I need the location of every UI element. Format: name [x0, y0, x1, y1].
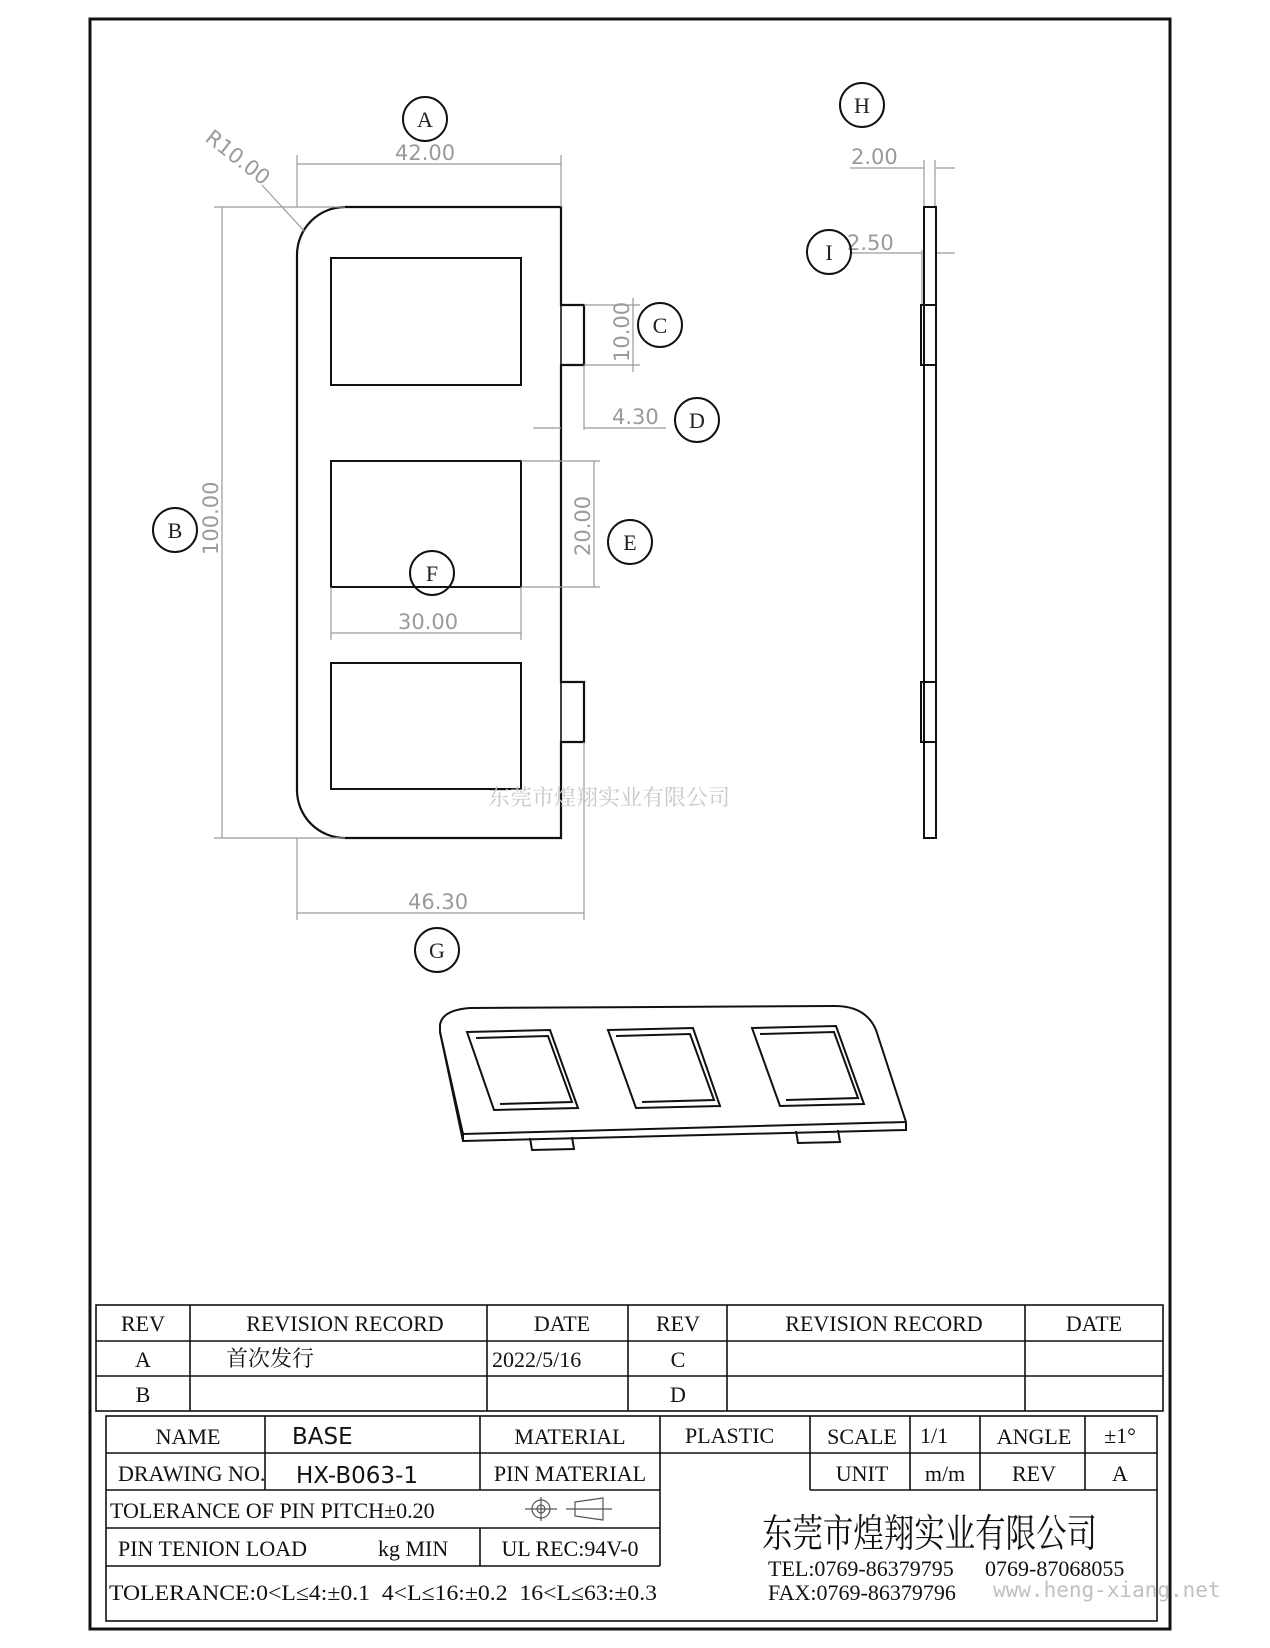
material-label: MATERIAL	[514, 1424, 626, 1449]
tolerance-pin-pitch: TOLERANCE OF PIN PITCH±0.20	[110, 1498, 435, 1523]
rev-header-2: REV	[656, 1311, 700, 1336]
rev-label: REV	[1012, 1461, 1056, 1486]
sheet-border	[90, 19, 1170, 1629]
unit-value: m/m	[924, 1461, 966, 1486]
plate-outline	[297, 207, 584, 838]
revision-record-header-1: REVISION RECORD	[246, 1311, 444, 1336]
dim-g: 46.30	[408, 890, 469, 914]
pin-tension-unit: kg MIN	[378, 1536, 449, 1561]
balloon-i: I	[825, 240, 833, 265]
date-header-1: DATE	[533, 1311, 591, 1336]
rev-c: C	[670, 1347, 686, 1372]
balloon-c: C	[652, 313, 668, 338]
ul-rating: UL REC:94V-0	[501, 1536, 639, 1561]
balloon-b: B	[167, 518, 183, 543]
projection-symbol-icon	[525, 1497, 612, 1521]
drawing-no-value: HX-B063-1	[296, 1463, 418, 1489]
balloon-f: F	[425, 561, 439, 586]
drawing-no-label: DRAWING NO.	[118, 1461, 266, 1486]
dim-e: 20.00	[571, 495, 595, 556]
pin-tension-label: PIN TENION LOAD	[118, 1536, 308, 1561]
dim-c: 10.00	[610, 301, 634, 362]
revision-record-header-2: REVISION RECORD	[785, 1311, 983, 1336]
date-a: 2022/5/16	[492, 1347, 582, 1372]
balloon-e: E	[623, 530, 637, 555]
revision-record-a: 首次发行	[226, 1347, 315, 1372]
balloon-a: A	[417, 107, 433, 132]
dim-radius: R10.00	[200, 125, 275, 190]
scale-label: SCALE	[827, 1424, 897, 1449]
dim-a: 42.00	[395, 141, 456, 165]
isometric-view	[440, 1006, 906, 1150]
scale-value: 1/1	[920, 1423, 949, 1448]
side-view	[921, 207, 936, 838]
rev-value: A	[1112, 1461, 1128, 1486]
dim-f: 30.00	[398, 610, 459, 634]
company-tel2: 0769-87068055	[985, 1556, 1125, 1581]
watermark: 东莞市煌翔实业有限公司	[488, 786, 731, 811]
dim-h: 2.00	[851, 145, 898, 169]
company-tel: TEL:0769-86379795	[768, 1556, 954, 1581]
dim-d: 4.30	[612, 405, 659, 429]
date-header-2: DATE	[1065, 1311, 1123, 1336]
angle-value: ±1°	[1104, 1423, 1136, 1448]
rev-header-1: REV	[121, 1311, 165, 1336]
unit-label: UNIT	[835, 1461, 889, 1486]
window-1	[331, 258, 521, 385]
dim-b: 100.00	[199, 481, 223, 555]
company-fax: FAX:0769-86379796	[768, 1580, 956, 1605]
name-label: NAME	[155, 1424, 221, 1449]
material-value: PLASTIC	[685, 1423, 775, 1448]
watermark-url: www.heng-xiang.net	[993, 1578, 1221, 1602]
pin-material-label: PIN MATERIAL	[493, 1461, 647, 1486]
rev-d: D	[670, 1382, 686, 1407]
company-name: 东莞市煌翔实业有限公司	[762, 1512, 1097, 1557]
balloon-d: D	[689, 408, 705, 433]
balloon-h: H	[854, 93, 870, 118]
name-value: BASE	[292, 1424, 353, 1450]
angle-label: ANGLE	[996, 1424, 1072, 1449]
rev-b: B	[135, 1382, 151, 1407]
balloon-g: G	[429, 938, 445, 963]
rev-a: A	[135, 1347, 151, 1372]
dim-i: 2.50	[847, 231, 894, 255]
window-3	[331, 663, 521, 789]
front-view	[297, 207, 584, 838]
general-tolerance: TOLERANCE:0<L≤4:±0.1 4<L≤16:±0.2 16<L≤63:±0.3	[109, 1580, 657, 1605]
